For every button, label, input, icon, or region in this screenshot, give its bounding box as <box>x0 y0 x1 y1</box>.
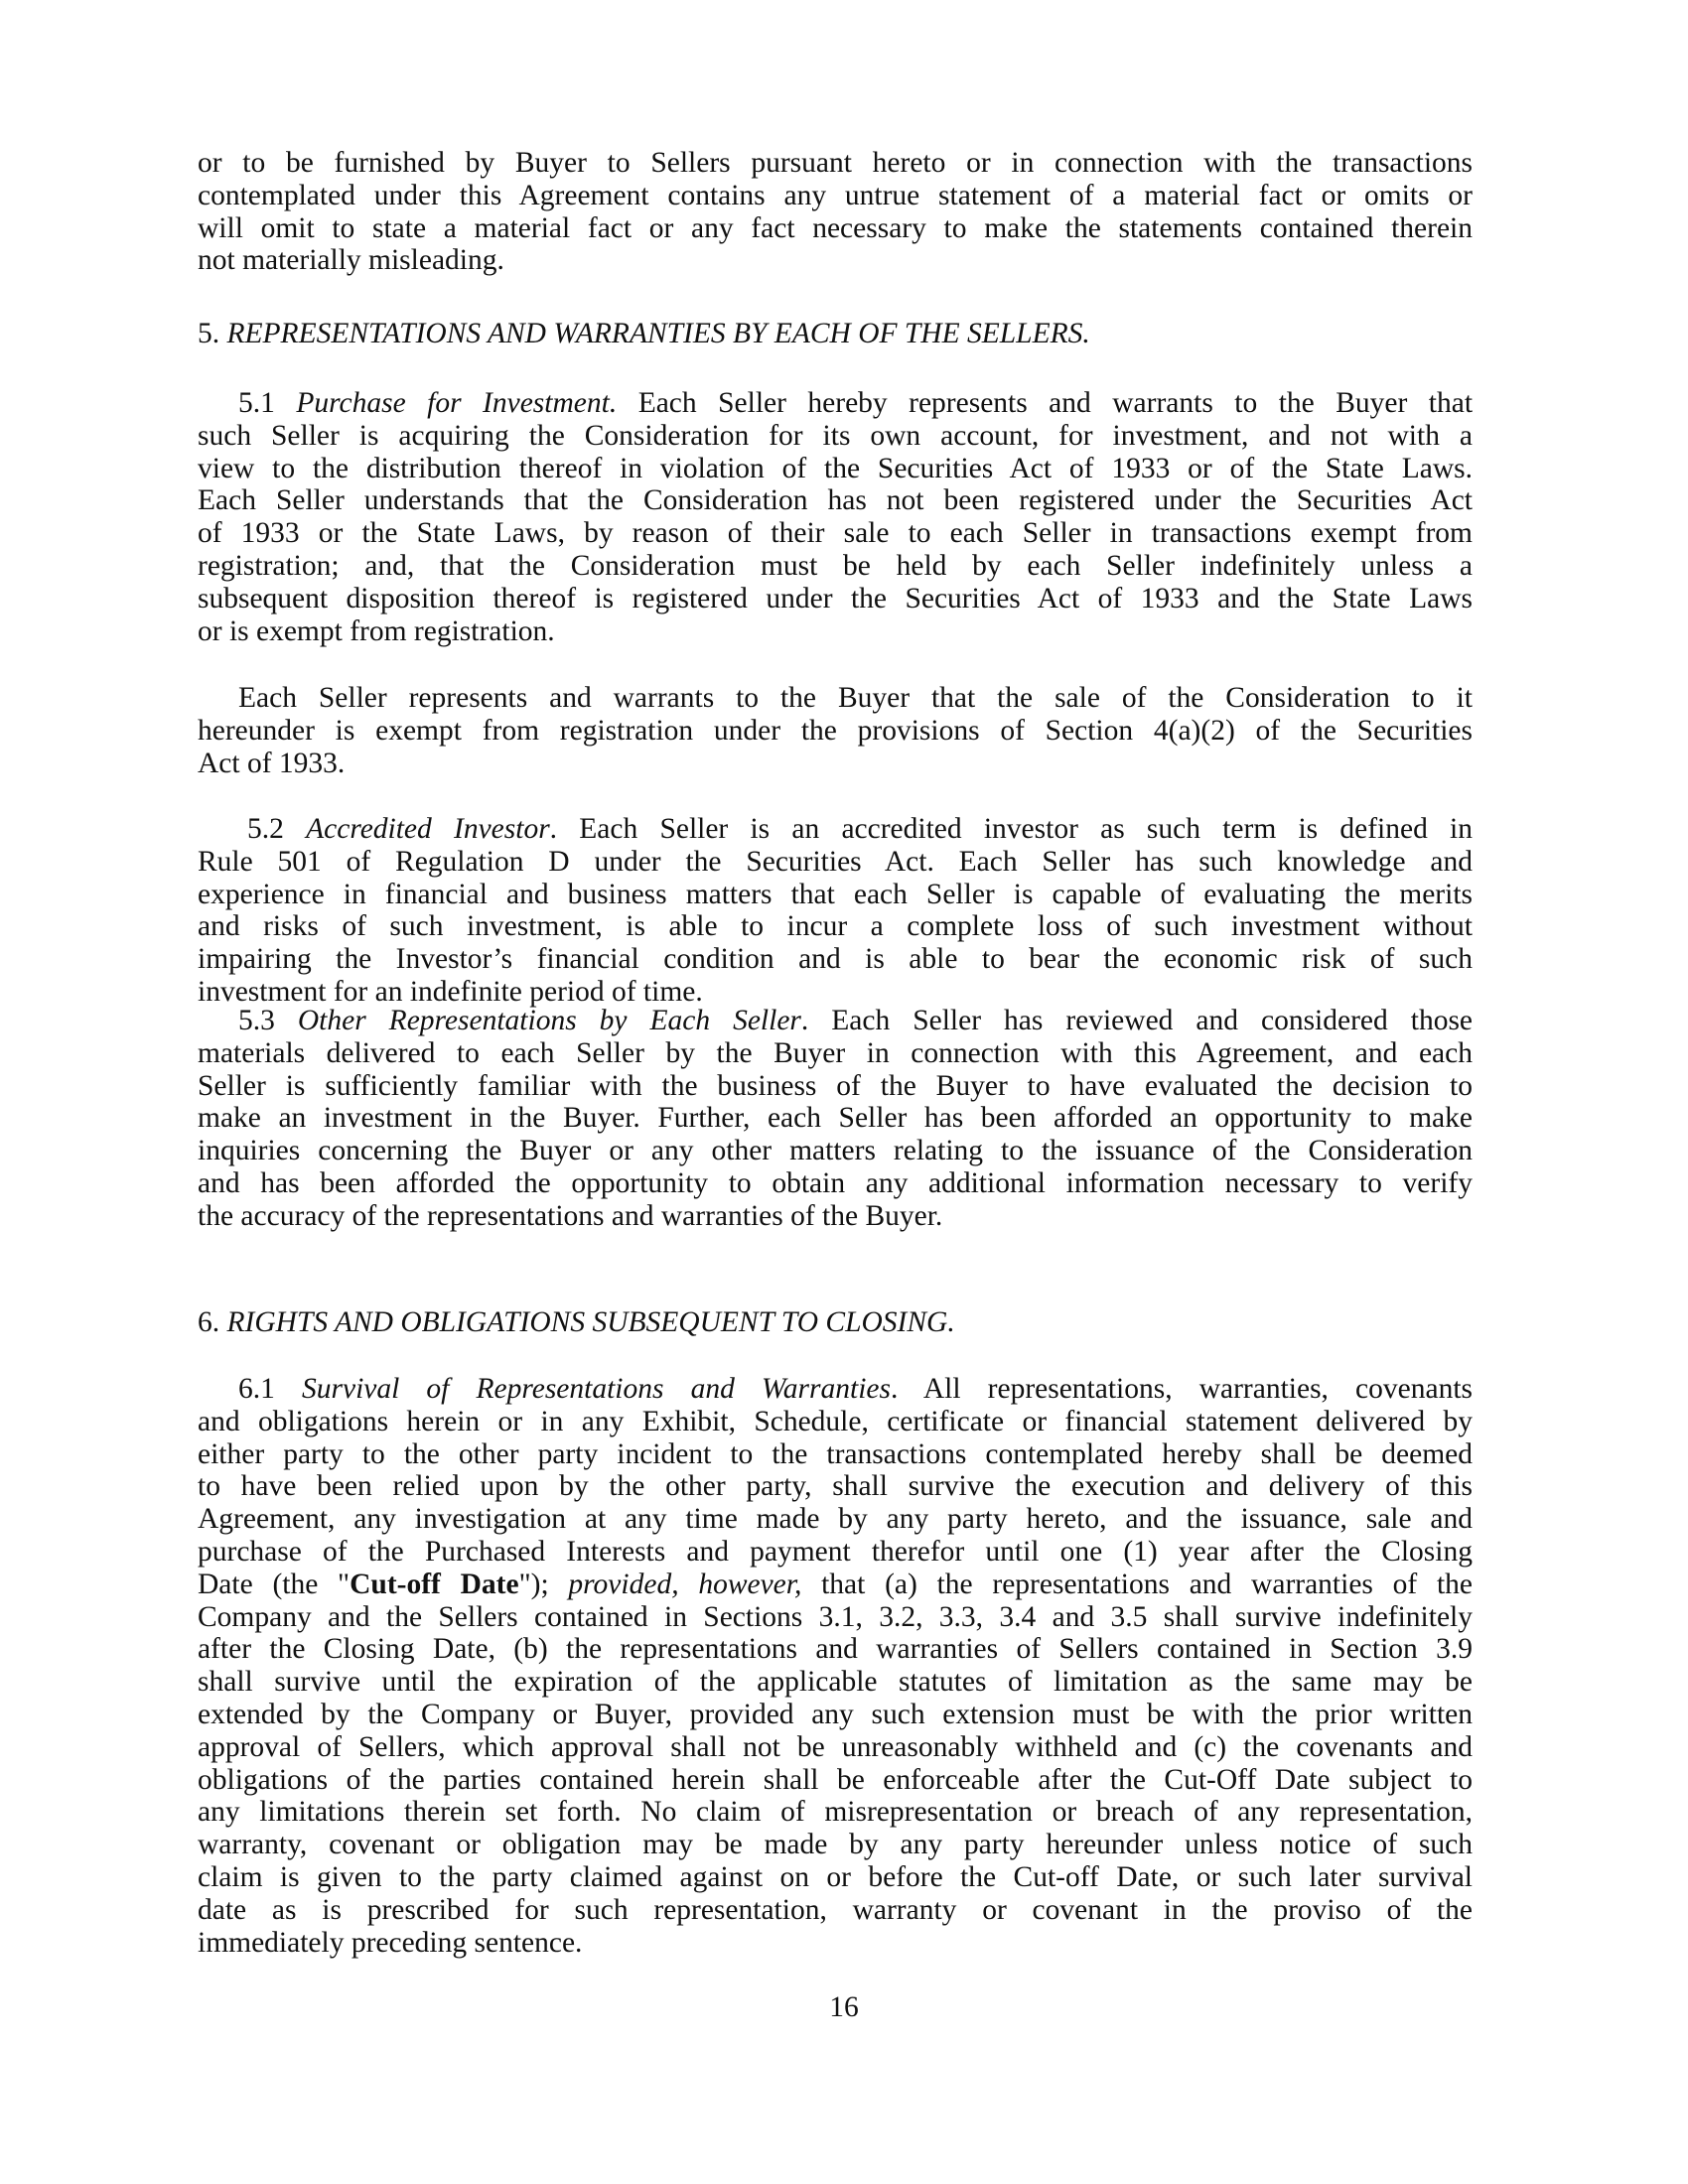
paragraph-continuation <box>198 147 1473 277</box>
bold-term: Cut-off Date <box>350 1568 519 1600</box>
text-run: materials delivered to each Seller by the Buyer in connection with this Agreement, and each <box>198 1036 1473 1069</box>
text-run: Act of 1933. <box>198 747 346 779</box>
text-line <box>198 1861 1473 1894</box>
text-run: . All representations, warranties, covenants <box>890 1373 1474 1405</box>
text-line <box>198 943 1473 976</box>
section-6-1-survival <box>198 1373 1473 1959</box>
text-run: inquiries concerning the Buyer or any other matters relating to the issuance of the Consideration <box>198 1135 1473 1167</box>
text-run: 5.3 <box>238 1005 298 1036</box>
text-run: or to be furnished by Buyer to Sellers pursuant hereto or in connection with the transactions <box>198 147 1473 179</box>
text-line <box>198 1373 1473 1406</box>
text-line <box>198 1135 1473 1167</box>
text-run: any limitations therein set forth. No claim of misrepresentation or breach of any representation, <box>198 1796 1473 1829</box>
text-run: that (a) the representations and warranties of the <box>801 1568 1474 1600</box>
text-line <box>198 212 1473 245</box>
text-line <box>198 1438 1473 1471</box>
text-run: Agreement, any investigation at any time made by any party hereto, and the issuance, sale and <box>198 1503 1473 1536</box>
text-run: view to the distribution thereof in violation of the Securities Act of 1933 or of the State Laws. <box>198 452 1473 484</box>
text-run: and risks of such investment, is able to incur a complete loss of such investment without <box>198 910 1473 943</box>
section-6-heading <box>198 1306 1473 1339</box>
page-number: 16 <box>829 1991 859 2023</box>
text-run: Each Seller represents and warrants to the Buyer that the sale of the Consideration to it <box>238 682 1473 714</box>
text-run: 6.1 <box>238 1373 302 1405</box>
text-line <box>198 615 1473 648</box>
text-run: Rule 501 of Regulation D under the Securities Act. Each Seller has such knowledge and <box>198 845 1473 878</box>
text-run: approval of Sellers, which approval shall not be unreasonably withheld and (c) the covenants and <box>198 1730 1473 1763</box>
text-line <box>198 453 1473 485</box>
text-run: subsequent disposition thereof is registered under the Securities Act of 1933 and the State Laws <box>198 582 1473 614</box>
text-run: Each Seller understands that the Consideration has not been registered under the Securities Act <box>198 484 1473 517</box>
text-line <box>198 1037 1473 1070</box>
text-run: hereunder is exempt from registration under the provisions of Section 4(a)(2) of the Securities <box>198 714 1473 747</box>
italic-text: Other Representations by Each Seller <box>297 1005 801 1036</box>
text-line <box>198 1731 1473 1764</box>
text-line <box>198 715 1473 748</box>
text-line <box>198 813 1473 846</box>
text-run: of 1933 or the State Laws, by reason of their sale to each Seller in transactions exempt from <box>198 517 1473 550</box>
text-run: warranty, covenant or obligation may be made by any party hereunder unless notice of such <box>198 1829 1473 1861</box>
text-run: will omit to state a material fact or any fact necessary to make the statements contained therein <box>198 211 1473 244</box>
text-run: not materially misleading. <box>198 244 504 277</box>
text-run: immediately preceding sentence. <box>198 1926 583 1959</box>
section-5-1-exemption-paragraph <box>198 682 1473 779</box>
text-line <box>198 1306 1473 1339</box>
text-line <box>198 976 1473 1009</box>
text-line <box>198 1601 1473 1634</box>
text-line <box>198 318 1473 350</box>
text-line <box>198 180 1473 212</box>
text-line <box>198 682 1473 715</box>
text-line <box>198 1070 1473 1103</box>
text-run: 5.1 <box>238 387 297 419</box>
text-line <box>198 1200 1473 1233</box>
text-run: either party to the other party incident to the transactions contemplated hereby shall be deemed <box>198 1437 1473 1470</box>
text-line <box>198 387 1473 420</box>
text-run: experience in financial and business matters that each Seller is capable of evaluating the merits <box>198 878 1473 910</box>
text-run: make an investment in the Buyer. Further, each Seller has been afforded an opportunity to make <box>198 1102 1473 1135</box>
text-line <box>198 879 1473 911</box>
text-line <box>198 1894 1473 1927</box>
text-run: . Each Seller is an accredited investor as such term is defined in <box>549 813 1474 845</box>
text-run: registration; and, that the Consideration must be held by each Seller indefinitely unless a <box>198 549 1473 582</box>
text-line <box>198 147 1473 180</box>
text-run: obligations of the parties contained herein shall be enforceable after the Cut-Off Date subject to <box>198 1763 1473 1796</box>
text-line <box>198 484 1473 517</box>
text-line <box>198 1167 1473 1200</box>
text-line <box>198 1633 1473 1666</box>
text-run: the accuracy of the representations and warranties of the Buyer. <box>198 1199 943 1232</box>
text-run: 5. <box>198 318 227 349</box>
text-run: 5.2 <box>247 813 307 845</box>
italic-text: provided, however, <box>568 1568 802 1600</box>
text-run: Seller is sufficiently familiar with the business of the Buyer to have evaluated the decision to <box>198 1069 1473 1102</box>
text-run: claim is given to the party claimed against on or before the Cut-off Date, or such later survival <box>198 1860 1473 1893</box>
text-line <box>198 1764 1473 1797</box>
text-line <box>198 1569 1473 1601</box>
text-run: purchase of the Purchased Interests and payment therefor until one (1) year after the Closing <box>198 1535 1473 1568</box>
text-run: contemplated under this Agreement contains any untrue statement of a material fact or omits or <box>198 179 1473 211</box>
text-run: extended by the Company or Buyer, provided any such extension must be with the prior written <box>198 1698 1473 1730</box>
text-line <box>198 244 1473 277</box>
section-5-1-purchase-for-investment <box>198 387 1473 647</box>
text-line <box>198 1470 1473 1503</box>
text-run: and has been afforded the opportunity to obtain any additional information necessary to verify <box>198 1166 1473 1199</box>
italic-text: Purchase for Investment. <box>296 387 618 419</box>
text-line <box>198 910 1473 943</box>
text-line <box>198 1503 1473 1536</box>
section-5-2-accredited-investor <box>198 813 1473 1009</box>
text-line <box>198 583 1473 615</box>
text-line <box>198 1829 1473 1861</box>
text-line <box>198 1536 1473 1569</box>
text-run: Company and the Sellers contained in Sections 3.1, 3.2, 3.3, 3.4 and 3.5 shall survive indefinitely <box>198 1600 1473 1633</box>
text-run: after the Closing Date, (b) the representations and warranties of Sellers contained in Section 3.9 <box>198 1633 1473 1666</box>
text-line <box>198 517 1473 550</box>
text-run: . Each Seller has reviewed and considered those <box>800 1005 1474 1036</box>
text-run: 6. <box>198 1306 227 1338</box>
text-line <box>198 1005 1473 1037</box>
text-run: "); <box>518 1568 569 1600</box>
text-run: Date (the " <box>198 1568 351 1600</box>
text-run: impairing the Investor’s financial condition and is able to bear the economic risk of such <box>198 943 1473 976</box>
section-5-3-other-representations <box>198 1005 1473 1233</box>
text-line <box>198 1796 1473 1829</box>
text-line <box>198 846 1473 879</box>
text-line <box>198 1927 1473 1960</box>
text-run: such Seller is acquiring the Consideration for its own account, for investment, and not with a <box>198 419 1473 452</box>
text-run: or is exempt from registration. <box>198 614 555 647</box>
text-run: investment for an indefinite period of time. <box>198 975 703 1008</box>
text-run: shall survive until the expiration of the applicable statutes of limitation as the same may be <box>198 1666 1473 1699</box>
text-line <box>198 550 1473 583</box>
text-run: to have been relied upon by the other party, shall survive the execution and delivery of this <box>198 1470 1473 1503</box>
text-run: Each Seller hereby represents and warrants to the Buyer that <box>617 387 1474 419</box>
italic-text: REPRESENTATIONS AND WARRANTIES BY EACH OF THE SELLERS. <box>226 318 1090 349</box>
text-run: date as is prescribed for such representation, warranty or covenant in the proviso of the <box>198 1893 1473 1926</box>
text-line <box>198 748 1473 780</box>
text-line <box>198 1102 1473 1135</box>
section-5-heading <box>198 318 1473 350</box>
italic-text: RIGHTS AND OBLIGATIONS SUBSEQUENT TO CLOSING. <box>226 1306 955 1338</box>
text-line <box>198 420 1473 453</box>
text-line <box>198 1666 1473 1699</box>
text-line <box>198 1406 1473 1438</box>
italic-text: Survival of Representations and Warranties <box>302 1373 891 1405</box>
text-run: and obligations herein or in any Exhibit, Schedule, certificate or financial statement delivered by <box>198 1405 1473 1437</box>
italic-text: Accredited Investor <box>306 813 550 845</box>
text-line <box>198 1699 1473 1731</box>
